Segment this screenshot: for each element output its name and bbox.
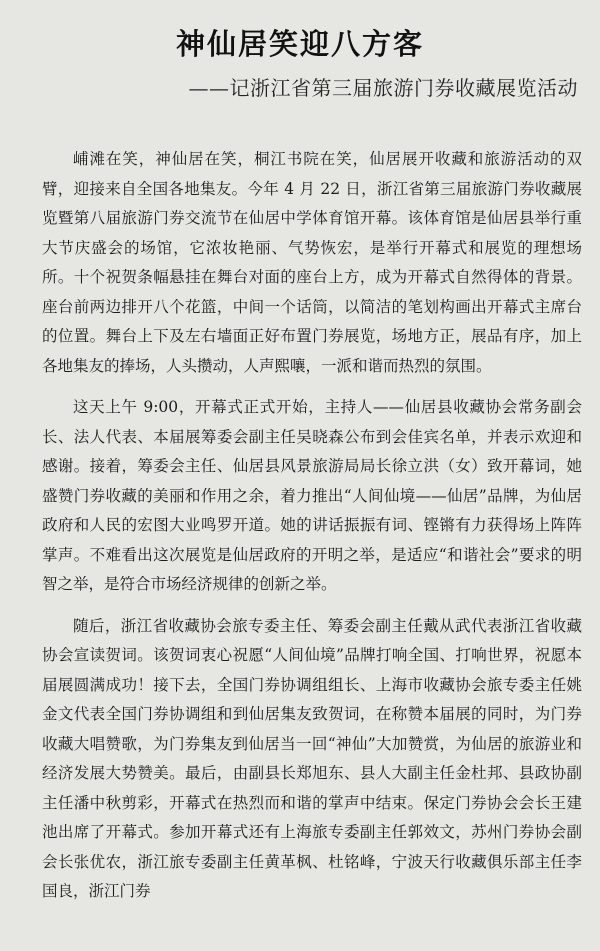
article-subtitle: ——记浙江省第三届旅游门券收藏展览活动 [188, 76, 578, 100]
article-body [42, 145, 582, 907]
paragraph-ceremony: 这天上午 9:00，开幕式正式开始，主持人——仙居县收藏协会常务副会长、法人代表、本届展筹委会副主任吴晓森公布到会佳宾名单，并表示欢迎和感谢。接着，筹委会主任、仙居县风景旅游局局长徐立洪（女）致开幕词，她盛赞门券收藏的美丽和作用之余，着力推出“人间仙境——仙居”品牌，为仙居政府和人民的宏图大业鸣罗开道。她的讲话振振有词、铿锵有力获得场上阵阵掌声。不难看出这次展览是仙居政府的开明之举，是适应“和谐社会”要求的明智之举，是符合市场经济规律的创新之举。 [42, 398, 582, 593]
article-title: 神仙居笑迎八方客 [175, 27, 424, 61]
paragraph-opening: 峬滩在笑，神仙居在笑，桐江书院在笑，仙居展开收藏和旅游活动的双臂，迎接来自全国各地集友。今年 4 月 22 日，浙江省第三届旅游门券收藏展览暨第八届旅游门券交流节在仙居中学体育馆开幕。该体育馆是仙居县举行重大节庆盛会的场馆，它浓妆艳丽、气势恢宏，是举行开幕式和展览的理想场所。十个祝贺条幅悬挂在舞台对面的座台上方，成为开幕式自然得体的背景。座台前两边排开八个花篮，中间一个话筒，以简洁的笔划构画出开幕式主席台的位置。舞台上下及左右墙面正好布置门券展览，场地方正，展品有序，加上各地集友的捧场，人头攒动，人声熙嚷，一派和谐而热烈的氛围。 [42, 150, 582, 375]
paragraph-congratulations: 随后，浙江省收藏协会旅专委主任、筹委会副主任戴从武代表浙江省收藏协会宣读贺词。该贺词衷心祝愿“人间仙境”品牌打响全国、打响世界，祝愿本届展圆满成功！接下去，全国门券协调组组长、上海市收藏协会旅专委主任姚金文代表全国门券协调组和到仙居集友致贺词，在称赞本届展的同时，为门券收藏大唱赞歌，为门券集友到仙居当一回“神仙”大加赞赏，为仙居的旅游业和经济发展大势赞美。最后，由副县长郑旭东、县人大副主任金杜邦、县政协副主任潘中秋剪彩，开幕式在热烈而和谐的掌声中结束。保定门券协会会长王建池出席了开幕式。参加开幕式还有上海旅专委副主任郭效文，苏州门券协会副会长张优农，浙江旅专委副主任黄革枫、杜铭峰，宁波天行收藏俱乐部主任李国良，浙江门券 [42, 616, 582, 900]
